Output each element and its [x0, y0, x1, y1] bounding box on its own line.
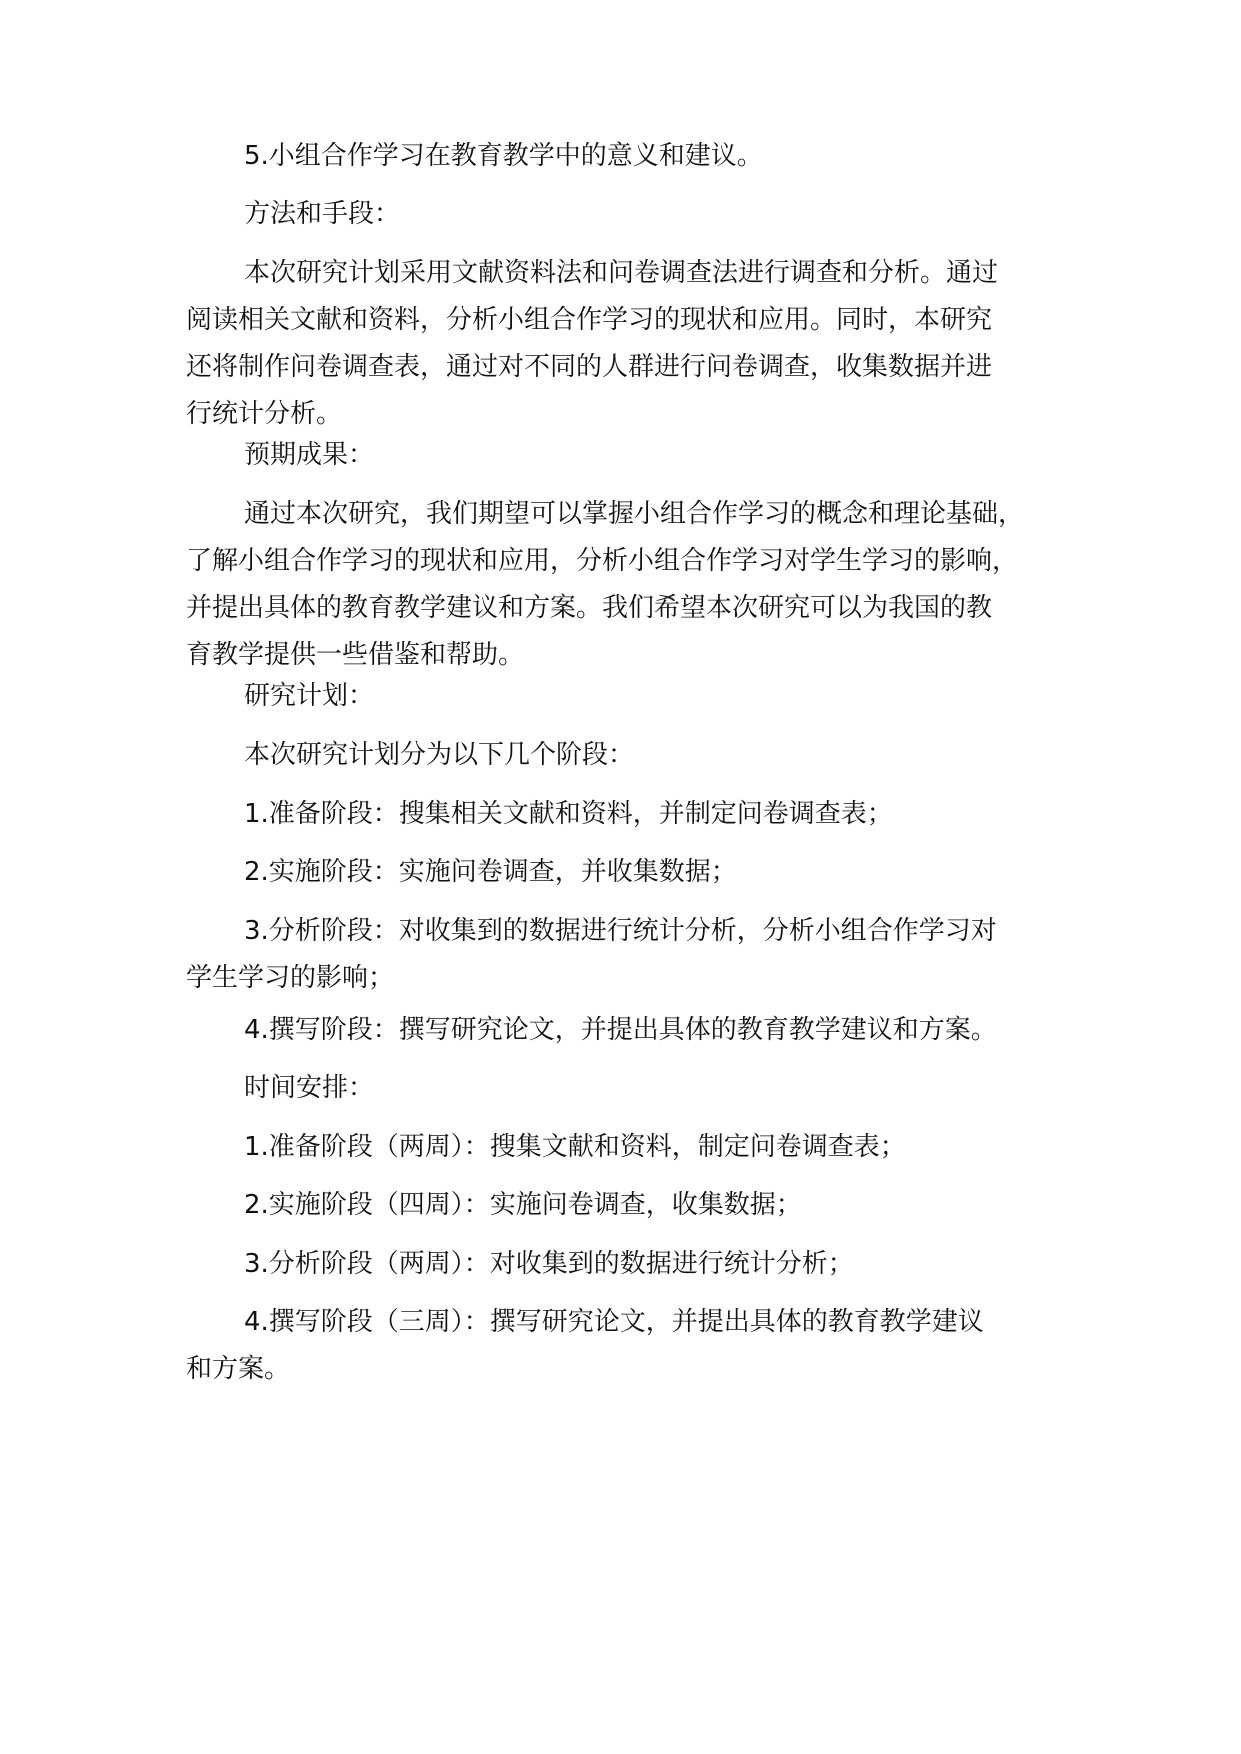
text-line: 预期成果：: [244, 440, 375, 470]
heading-schedule: [186, 1065, 1086, 1112]
text-line: 学生学习的影响；: [186, 963, 395, 993]
text-line: 并提出具体的教育教学建议和方案。我们希望本次研究可以为我国的教: [186, 593, 993, 623]
schedule-stage-4: [186, 1299, 1086, 1393]
text-line: 研究计划：: [244, 681, 375, 711]
text-line: 行统计分析。: [186, 399, 343, 429]
paragraph-expected-results: [186, 491, 1086, 679]
text-line: 2.实施阶段：实施问卷调查，并收集数据；: [244, 857, 737, 887]
heading-methods: [186, 191, 1086, 238]
heading-expected-results: [186, 432, 1086, 479]
text-line: 3.分析阶段（两周）：对收集到的数据进行统计分析；: [244, 1249, 854, 1279]
text-line: 育教学提供一些借鉴和帮助。: [186, 640, 525, 670]
text-line: 阅读相关文献和资料，分析小组合作学习的现状和应用。同时，本研究: [186, 305, 993, 335]
paragraph-plan-intro: [186, 732, 1086, 779]
plan-stage-1: [186, 791, 1086, 838]
plan-stage-4: [186, 1007, 1086, 1054]
text-line: 方法和手段：: [244, 199, 401, 229]
text-line: 本次研究计划采用文献资料法和问卷调查法进行调查和分析。通过: [244, 258, 999, 288]
schedule-stage-2: [186, 1182, 1086, 1229]
text-line: 3.分析阶段：对收集到的数据进行统计分析，分析小组合作学习对: [244, 916, 997, 946]
text-line: 了解小组合作学习的现状和应用，分析小组合作学习对学生学习的影响，: [186, 546, 1019, 576]
text-line: 1.准备阶段：搜集相关文献和资料，并制定问卷调查表；: [244, 799, 893, 829]
text-line: 4.撰写阶段（三周）：撰写研究论文，并提出具体的教育教学建议: [244, 1307, 984, 1337]
text-line: 通过本次研究，我们期望可以掌握小组合作学习的概念和理论基础，: [244, 499, 1025, 529]
text-line: 和方案。: [186, 1354, 291, 1384]
text-line: 1.准备阶段（两周）：搜集文献和资料，制定问卷调查表；: [244, 1132, 906, 1162]
paragraph-methods: [186, 250, 1086, 438]
text-line: 还将制作问卷调查表，通过对不同的人群进行问卷调查，收集数据并进: [186, 352, 993, 382]
schedule-stage-3: [186, 1241, 1086, 1288]
heading-research-plan: [186, 673, 1086, 720]
plan-stage-3: [186, 908, 1086, 1002]
text-line: 2.实施阶段（四周）：实施问卷调查，收集数据；: [244, 1190, 802, 1220]
text-line: 本次研究计划分为以下几个阶段：: [244, 740, 635, 770]
text-line: 4.撰写阶段：撰写研究论文，并提出具体的教育教学建议和方案。: [244, 1015, 997, 1045]
text-line: 时间安排：: [244, 1073, 375, 1103]
plan-stage-2: [186, 849, 1086, 896]
schedule-stage-1: [186, 1124, 1086, 1171]
paragraph-significance-item: [186, 133, 1086, 180]
text-line: 5.小组合作学习在教育教学中的意义和建议。: [244, 141, 763, 171]
